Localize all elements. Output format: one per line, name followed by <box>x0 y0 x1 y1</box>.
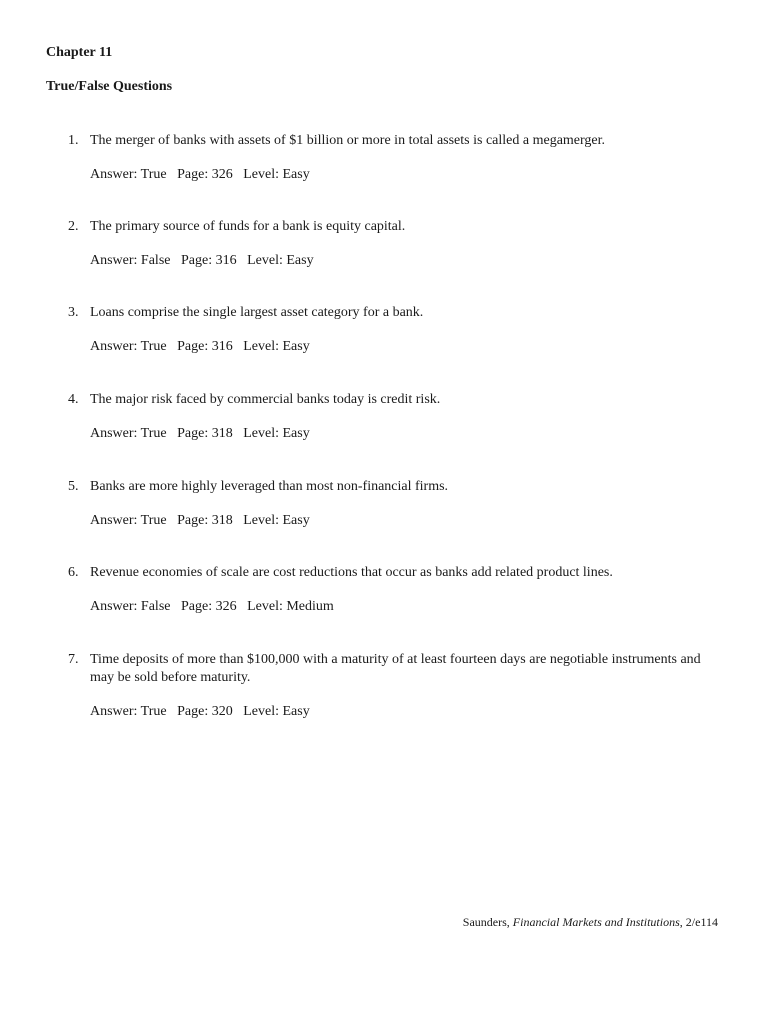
question-text: Banks are more highly leveraged than most non-financial firms. <box>90 479 449 494</box>
footer-author: Saunders, <box>462 915 513 929</box>
chapter-title: Chapter 11 <box>46 45 113 60</box>
question-text: Loans comprise the single largest asset category for a bank. <box>90 305 424 320</box>
section-title: True/False Questions <box>46 79 173 94</box>
question-number: 5. <box>68 479 79 494</box>
question-number: 6. <box>68 565 79 580</box>
footer-edition-page: , 2/e114 <box>679 915 718 929</box>
question-item <box>68 651 728 721</box>
question-text: Time deposits of more than $100,000 with a maturity of at least fourteen days are negotiable instruments and may be sold before maturity. <box>90 652 701 685</box>
question-item <box>68 304 728 356</box>
footer-book-title: Financial Markets and Institutions <box>512 915 680 929</box>
question-text: The major risk faced by commercial banks today is credit risk. <box>90 392 441 407</box>
answer-line: Answer: True Page: 316 Level: Easy <box>90 339 310 354</box>
answer-line: Answer: True Page: 318 Level: Easy <box>90 513 310 528</box>
question-number: 1. <box>68 133 79 148</box>
question-item <box>68 564 728 616</box>
answer-line: Answer: True Page: 326 Level: Easy <box>90 167 310 182</box>
answer-line: Answer: True Page: 320 Level: Easy <box>90 704 310 719</box>
question-text: The merger of banks with assets of $1 billion or more in total assets is called a megamerger. <box>90 133 606 148</box>
answer-line: Answer: False Page: 316 Level: Easy <box>90 253 314 268</box>
question-item <box>68 218 728 270</box>
question-number: 3. <box>68 305 79 320</box>
question-item <box>68 132 728 184</box>
page-footer <box>463 915 718 930</box>
question-text: Revenue economies of scale are cost reductions that occur as banks add related product lines. <box>90 565 613 580</box>
answer-line: Answer: True Page: 318 Level: Easy <box>90 426 310 441</box>
question-number: 2. <box>68 219 79 234</box>
answer-line: Answer: False Page: 326 Level: Medium <box>90 599 334 614</box>
question-item <box>68 478 728 530</box>
question-item <box>68 391 728 443</box>
question-number: 4. <box>68 392 79 407</box>
question-number: 7. <box>68 652 79 667</box>
question-text: The primary source of funds for a bank is equity capital. <box>90 219 406 234</box>
